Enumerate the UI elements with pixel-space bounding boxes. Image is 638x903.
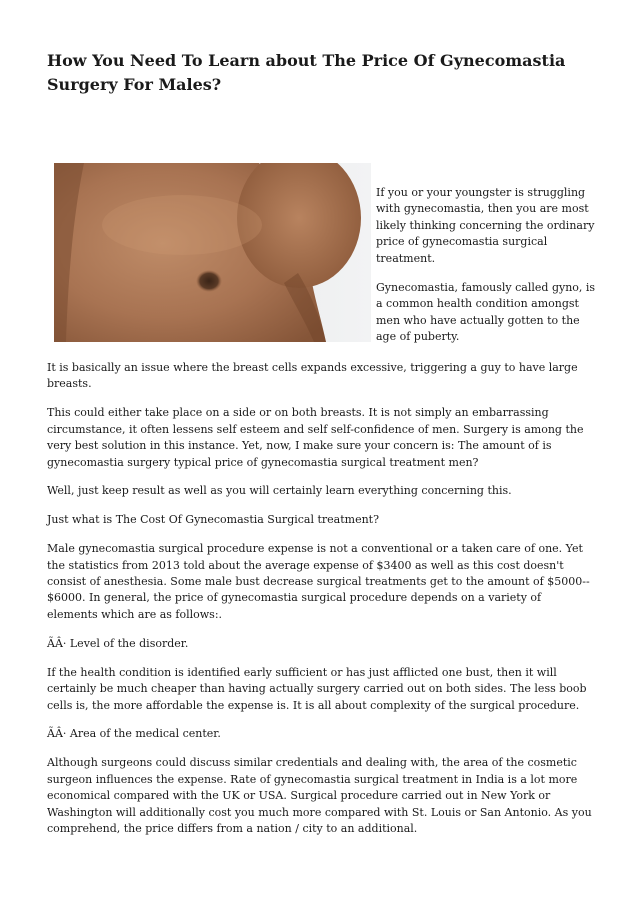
chest-photo <box>54 163 371 342</box>
paragraph: Well, just keep result as well as you will certainly learn everything concerning this. <box>47 484 512 498</box>
side-paragraph: If you or your youngster is struggling with gynecomastia, then you are most likely thinking concerning the ordinary price of gynecomastia surgical treatment. <box>376 186 595 265</box>
bullet-item: ÃÂ· Level of the disorder. <box>47 636 189 650</box>
side-paragraph: Gynecomastia, famously called gyno, is a common health condition amongst men who have actually gotten to the age of puberty. <box>376 281 596 344</box>
paragraph: If the health condition is identified early sufficient or has just afflicted one bust, then it will certainly be much cheaper than having actually surgery carried out on both sides. The less boob cells is, the more affordable the expense is. It is all about complexity of the surgical procedure. <box>47 665 587 712</box>
document-title: How You Need To Learn about The Price Of Gynecomastia Surgery For Males? <box>47 51 566 94</box>
paragraph: It is basically an issue where the breast cells expands excessive, triggering a guy to have large breasts. <box>47 361 578 391</box>
paragraph: Although surgeons could discuss similar credentials and dealing with, the area of the cosmetic surgeon influences the expense. Rate of gynecomastia surgical treatment in India is a lot more economical compared with the UK or USA. Surgical procedure carried out in New York or Washington will additionally cost you much more compared with St. Louis or San Antonio. As you comprehend, the price differs from a nation / city to an additional. <box>47 756 592 835</box>
section-heading: Just what is The Cost Of Gynecomastia Surgical treatment? <box>47 513 379 527</box>
paragraph: Male gynecomastia surgical procedure expense is not a conventional or a taken care of one. Yet the statistics from 2013 told about the average expense of $3400 as well as this cost doesn't consist of anesthesia. Some male bust decrease surgical treatments get to the amount of $5000-- $6000. In general, the price of gynecomastia surgical procedure depends on a variety of elements which are as follows:. <box>47 542 590 621</box>
bullet-item: ÃÂ· Area of the medical center. <box>47 727 221 741</box>
paragraph: This could either take place on a side or on both breasts. It is not simply an embarrassing circumstance, it often lessens self esteem and self self-confidence of men. Surgery is among the very best solution in this instance. Yet, now, I make sure your concern is: The amount of is gynecomastia surgery typical price of gynecomastia surgical treatment men? <box>47 406 584 469</box>
article-body <box>47 360 594 850</box>
intro-sidebar <box>376 185 598 359</box>
